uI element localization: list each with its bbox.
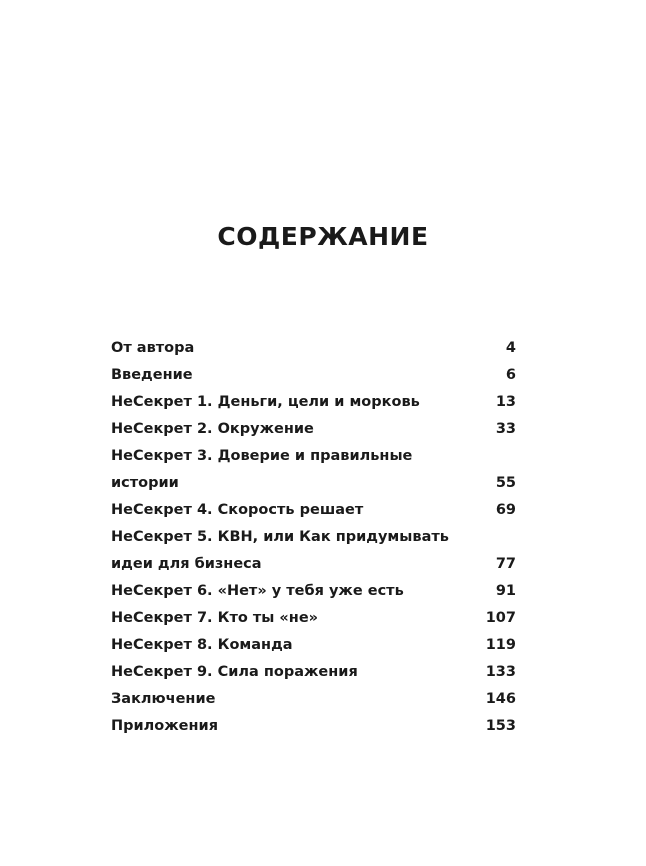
toc-entry-label: истории — [111, 475, 179, 491]
toc-entry-introduction — [111, 362, 516, 389]
toc-entry-label: НеСекрет 7. Кто ты «не» — [111, 610, 319, 626]
toc-entry-secret-1 — [111, 389, 516, 416]
dot-leader — [320, 419, 490, 434]
toc-entry-page: 4 — [505, 340, 516, 356]
dot-leader — [364, 662, 480, 677]
dot-leader — [299, 635, 480, 650]
toc-entry-label: НеСекрет 1. Деньги, цели и морковь — [111, 394, 420, 410]
toc-entry-label: Введение — [111, 367, 193, 383]
toc-entry-secret-3 — [111, 443, 516, 497]
toc-entry-conclusion — [111, 686, 516, 713]
toc-entry-page: 119 — [485, 637, 516, 653]
toc-entry-secret-7 — [111, 605, 516, 632]
toc-entry-label: От автора — [111, 340, 195, 356]
toc-entry-page: 153 — [485, 718, 516, 734]
toc-entry-secret-4 — [111, 497, 516, 524]
dot-leader — [324, 608, 480, 623]
toc-entry-label: НеСекрет 8. Команда — [111, 637, 293, 653]
toc-entry-page: 13 — [495, 394, 516, 410]
toc-entry-page: 77 — [495, 556, 516, 572]
toc-entry-secret-8 — [111, 632, 516, 659]
toc-entry-author — [111, 335, 516, 362]
toc-entry-page: 33 — [495, 421, 516, 437]
toc-entry-label: Приложения — [111, 718, 219, 734]
dot-leader — [221, 689, 479, 704]
toc-entry-first-line: НеСекрет 3. Доверие и правильные — [111, 448, 413, 464]
toc-entry-label: идеи для бизнеса — [111, 556, 262, 572]
dot-leader — [268, 554, 490, 569]
toc-entry-page: 146 — [485, 691, 516, 707]
toc-entry-secret-2 — [111, 416, 516, 443]
table-of-contents — [111, 335, 516, 740]
toc-entry-first-line: НеСекрет 5. КВН, или Как придумывать — [111, 529, 449, 545]
toc-entry-page: 55 — [495, 475, 516, 491]
dot-leader — [369, 500, 490, 515]
toc-entry-appendices — [111, 713, 516, 740]
toc-entry-secret-5 — [111, 524, 516, 578]
toc-entry-label: НеСекрет 9. Сила поражения — [111, 664, 358, 680]
toc-entry-secret-9 — [111, 659, 516, 686]
toc-entry-secret-6 — [111, 578, 516, 605]
toc-entry-label: Заключение — [111, 691, 216, 707]
dot-leader — [224, 716, 480, 731]
toc-entry-label: НеСекрет 4. Скорость решает — [111, 502, 364, 518]
dot-leader — [410, 581, 490, 596]
toc-entry-label: НеСекрет 2. Окружение — [111, 421, 314, 437]
dot-leader — [200, 338, 500, 353]
dot-leader — [185, 473, 490, 488]
toc-entry-page: 6 — [505, 367, 516, 383]
page-title: СОДЕРЖАНИЕ — [217, 222, 429, 251]
toc-entry-page: 107 — [485, 610, 516, 626]
toc-entry-label: НеСекрет 6. «Нет» у тебя уже есть — [111, 583, 404, 599]
toc-entry-page: 91 — [495, 583, 516, 599]
toc-entry-page: 133 — [485, 664, 516, 680]
dot-leader — [426, 392, 490, 407]
toc-entry-page: 69 — [495, 502, 516, 518]
dot-leader — [199, 365, 500, 380]
